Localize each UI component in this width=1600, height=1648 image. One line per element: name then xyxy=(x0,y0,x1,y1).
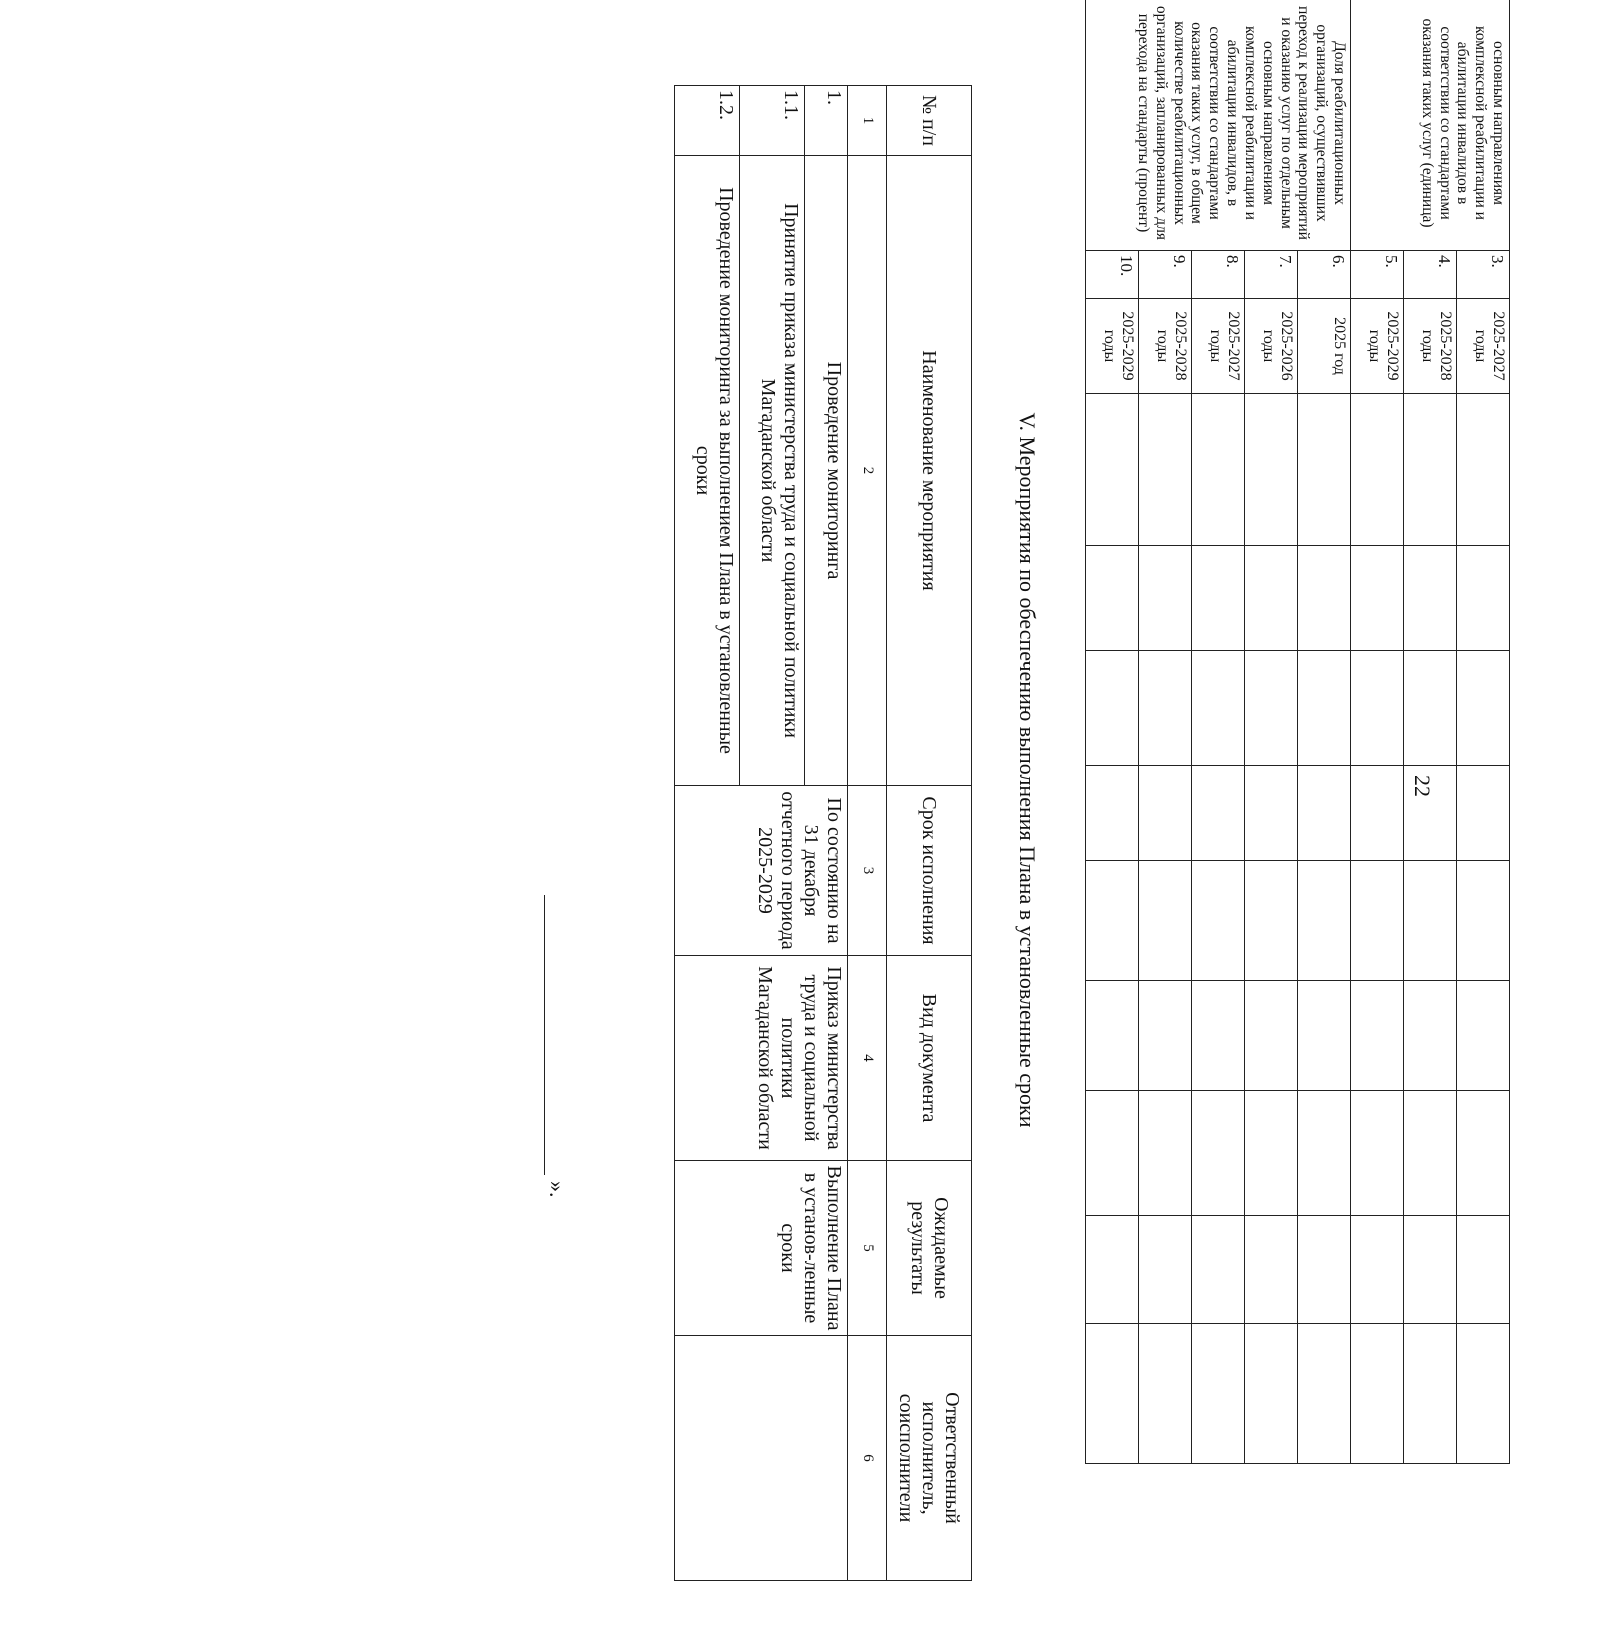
row-number: 6. xyxy=(1298,251,1351,299)
empty-cell xyxy=(1404,1324,1457,1464)
empty-cell xyxy=(1404,394,1457,546)
header-cell-doc: Вид документа xyxy=(887,956,972,1161)
header-cell-result: Ожидаемые результаты xyxy=(887,1161,972,1336)
empty-cell xyxy=(1404,861,1457,981)
signature-underline xyxy=(544,895,545,1175)
empty-cell xyxy=(1192,394,1245,546)
empty-cell xyxy=(1298,981,1351,1091)
header-cell-num: № п/п xyxy=(887,86,972,156)
measure-name: Проведение мониторинга xyxy=(805,156,848,786)
row-years: 2025-2029 годы xyxy=(1086,299,1139,394)
row-number: 8. xyxy=(1192,251,1245,299)
empty-cell xyxy=(1192,861,1245,981)
row-number: 1.2. xyxy=(675,86,740,156)
row-years: 2025-2028 годы xyxy=(1404,299,1457,394)
empty-cell xyxy=(1298,1216,1351,1324)
empty-cell xyxy=(1457,651,1510,766)
empty-cell xyxy=(1192,651,1245,766)
empty-cell xyxy=(1298,651,1351,766)
empty-cell xyxy=(1139,546,1192,651)
empty-cell xyxy=(1245,766,1298,861)
empty-cell xyxy=(1139,394,1192,546)
empty-cell xyxy=(1457,766,1510,861)
empty-cell xyxy=(1192,1091,1245,1216)
row-years: 2025 год xyxy=(1298,299,1351,394)
empty-cell xyxy=(1245,651,1298,766)
empty-cell xyxy=(1245,981,1298,1091)
row-number: 10. xyxy=(1086,251,1139,299)
measure-name: Проведение мониторинга за выполнением Плана в установленные сроки xyxy=(675,156,740,786)
measure-result: Выполнение Плана в установ-ленные сроки xyxy=(675,1161,848,1336)
row-years: 2025-2026 годы xyxy=(1245,299,1298,394)
empty-cell xyxy=(1351,1324,1404,1464)
section-title: V. Мероприятия по обеспечению выполнения Плана в установленные сроки xyxy=(1015,412,1040,1128)
empty-cell xyxy=(1245,1324,1298,1464)
empty-cell xyxy=(1404,766,1457,861)
rotated-content xyxy=(400,0,1600,1598)
measures-table xyxy=(674,85,972,1581)
empty-cell xyxy=(1086,651,1139,766)
empty-cell xyxy=(1404,1216,1457,1324)
empty-cell xyxy=(1457,861,1510,981)
table-row xyxy=(1298,0,1351,1464)
empty-cell xyxy=(1457,1091,1510,1216)
empty-cell xyxy=(1298,766,1351,861)
measure-name: Принятие приказа министерства труда и социальной политики Магаданской области xyxy=(740,156,805,786)
row-years: 2025-2029 годы xyxy=(1351,299,1404,394)
closing-quote: ». xyxy=(545,1181,570,1198)
empty-cell xyxy=(1245,861,1298,981)
measure-resp xyxy=(675,1336,848,1581)
empty-cell xyxy=(1192,1324,1245,1464)
empty-cell xyxy=(1086,766,1139,861)
empty-cell xyxy=(1086,1091,1139,1216)
table-row xyxy=(1457,0,1510,1464)
row-number: 1.1. xyxy=(740,86,805,156)
empty-cell xyxy=(1086,1216,1139,1324)
measure-term: По состоянию на 31 декабря отчетного периода 2025-2029 xyxy=(675,786,848,956)
row-number: 4. xyxy=(1404,251,1457,299)
header-cell-name: Наименование мероприятия xyxy=(887,156,972,786)
empty-cell xyxy=(1404,981,1457,1091)
empty-cell xyxy=(1457,394,1510,546)
row-number: 7. xyxy=(1245,251,1298,299)
empty-cell xyxy=(1298,546,1351,651)
column-number: 5 xyxy=(848,1161,887,1336)
empty-cell xyxy=(1192,981,1245,1091)
empty-cell xyxy=(1351,766,1404,861)
column-number-row xyxy=(848,86,887,1581)
row-number: 3. xyxy=(1457,251,1510,299)
empty-cell xyxy=(1351,546,1404,651)
empty-cell xyxy=(1351,1091,1404,1216)
column-number: 2 xyxy=(848,156,887,786)
column-number: 6 xyxy=(848,1336,887,1581)
column-number: 3 xyxy=(848,786,887,956)
row-number: 1. xyxy=(805,86,848,156)
empty-cell xyxy=(1457,981,1510,1091)
empty-cell xyxy=(1139,1216,1192,1324)
indicator-a-text: основным направлениям комплексной реабилитации и абилитации инвалидов в соответствии со стандартами оказания таких услуг (единица) xyxy=(1351,0,1510,251)
column-number: 1 xyxy=(848,86,887,156)
empty-cell xyxy=(1351,394,1404,546)
row-years: 2025-2027 годы xyxy=(1192,299,1245,394)
page-number: 22 xyxy=(1410,775,1435,797)
empty-cell xyxy=(1245,1091,1298,1216)
empty-cell xyxy=(1457,546,1510,651)
empty-cell xyxy=(1404,546,1457,651)
empty-cell xyxy=(1298,394,1351,546)
empty-cell xyxy=(1139,766,1192,861)
empty-cell xyxy=(1245,546,1298,651)
empty-cell xyxy=(1139,861,1192,981)
empty-cell xyxy=(1245,1216,1298,1324)
row-number: 5. xyxy=(1351,251,1404,299)
row-years: 2025-2027 годы xyxy=(1457,299,1510,394)
empty-cell xyxy=(1139,1091,1192,1216)
empty-cell xyxy=(1351,861,1404,981)
empty-cell xyxy=(1351,981,1404,1091)
empty-cell xyxy=(1192,1216,1245,1324)
row-years: 2025-2028 годы xyxy=(1139,299,1192,394)
header-row xyxy=(887,86,972,1581)
column-number: 4 xyxy=(848,956,887,1161)
closing-line xyxy=(544,895,570,1198)
empty-cell xyxy=(1139,1324,1192,1464)
measure-doc: Приказ министерства труда и социальной политики Магаданской области xyxy=(675,956,848,1161)
empty-cell xyxy=(1298,1324,1351,1464)
empty-cell xyxy=(1086,981,1139,1091)
empty-cell xyxy=(1086,546,1139,651)
empty-cell xyxy=(1298,1091,1351,1216)
indicator-b-text: Доля реабилитационных организаций, осуществивших переход к реализации мероприятий и оказанию услуг по отдельным основным направлениям комплексной реабилитации и абилитации инвалидов, в соответствии со стандартами оказания таких услуг, в общем количестве реабилитационных организаций, запланированных для перехода на стандарты (процент) xyxy=(1086,0,1351,251)
empty-cell xyxy=(1457,1324,1510,1464)
empty-cell xyxy=(1192,766,1245,861)
empty-cell xyxy=(1192,546,1245,651)
upper-indicators-table xyxy=(1085,0,1510,1464)
header-cell-term: Срок исполнения xyxy=(887,786,972,956)
empty-cell xyxy=(1245,394,1298,546)
empty-cell xyxy=(1086,1324,1139,1464)
empty-cell xyxy=(1404,1091,1457,1216)
row-number: 9. xyxy=(1139,251,1192,299)
empty-cell xyxy=(1139,981,1192,1091)
empty-cell xyxy=(1086,394,1139,546)
empty-cell xyxy=(1139,651,1192,766)
table-row xyxy=(805,86,848,1581)
header-cell-resp: Ответственный исполнитель, соисполнители xyxy=(887,1336,972,1581)
empty-cell xyxy=(1457,1216,1510,1324)
empty-cell xyxy=(1404,651,1457,766)
empty-cell xyxy=(1351,1216,1404,1324)
empty-cell xyxy=(1351,651,1404,766)
empty-cell xyxy=(1298,861,1351,981)
empty-cell xyxy=(1086,861,1139,981)
